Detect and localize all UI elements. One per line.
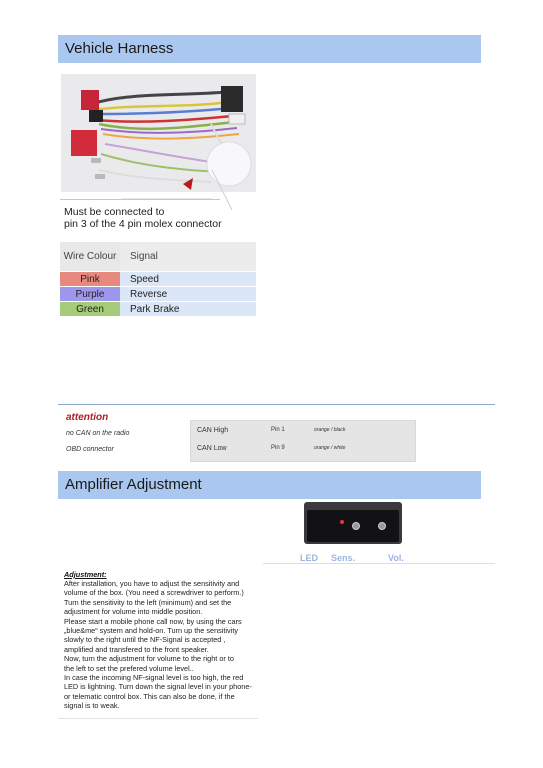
can-row — [191, 427, 415, 441]
amplifier-adjustment-banner — [58, 471, 481, 499]
can-colours: orange / black — [314, 427, 346, 433]
table-header-row — [60, 242, 256, 271]
can-name: CAN High — [197, 427, 229, 434]
adjustment-instructions — [64, 579, 262, 711]
instruction-line: After installation, you have to adjust the sensitivity and — [64, 579, 240, 588]
instruction-line: „blue&me“ system and hold-on. Turn up the sensitivity — [64, 626, 238, 636]
table-row — [60, 302, 256, 316]
header-wire-colour: Wire Colour — [60, 242, 120, 271]
amplifier-adjustment-title: Amplifier Adjustment — [65, 476, 202, 493]
wire-colour-cell: Green — [60, 302, 120, 316]
instruction-line: slowly to the right until the NF-Signal is accepted , — [64, 635, 226, 645]
obd-connector-label: OBD connector — [66, 446, 114, 453]
table-row — [60, 272, 256, 286]
instruction-line: Turn the sensitivity to the left (minimum) and set the — [64, 597, 232, 607]
signal-cell: Reverse — [120, 287, 256, 301]
instruction-line: In case the incoming NF-signal level is too high, the red — [64, 673, 244, 683]
instruction-line: volume of the box. (You need a screwdriver to perform.) — [64, 588, 244, 598]
amplifier-box-image — [304, 502, 402, 544]
wire-colour-cell: Pink — [60, 272, 120, 286]
wire-colour-cell: Purple — [60, 287, 120, 301]
sens-label: Sens. — [331, 553, 356, 563]
led-label: LED — [300, 553, 318, 563]
instruction-line: signal is to weak. — [64, 701, 120, 711]
can-colours: orange / white — [314, 445, 346, 451]
instruction-line: amplified and transfered to the front speaker. — [64, 644, 209, 654]
caption-line-2: pin 3 of the 4 pin molex connector — [64, 218, 222, 230]
wire-colour-table — [60, 241, 256, 317]
instruction-line: Now, turn the adjustment for volume to the right or to — [64, 654, 234, 664]
instruction-line: Please start a mobile phone call now, by using the cars — [64, 616, 242, 626]
can-pin-table — [190, 420, 416, 462]
signal-cell: Park Brake — [120, 302, 256, 316]
can-name: CAN Low — [197, 445, 227, 452]
controls-rule — [263, 563, 495, 564]
instruction-line: LED is lightning. Turn down the signal level in your phone- — [64, 682, 252, 692]
can-pin: Pin 1 — [271, 427, 285, 433]
can-pin: Pin 9 — [271, 445, 285, 451]
can-row — [191, 445, 415, 459]
no-can-note: no CAN on the radio — [66, 430, 130, 437]
instruction-line: adjustment for volume into middle position. — [64, 607, 203, 617]
attention-divider — [58, 404, 495, 405]
instruction-line: or telematic control box. This can also be done, if the — [64, 691, 235, 701]
attention-title: attention — [66, 412, 109, 423]
signal-cell: Speed — [120, 272, 256, 286]
adjustment-heading: Adjustment: — [64, 570, 107, 579]
caption-line-1: Must be connected to — [64, 206, 165, 218]
header-signal: Signal — [120, 242, 256, 271]
vehicle-harness-title: Vehicle Harness — [65, 40, 174, 57]
table-row — [60, 287, 256, 301]
instruction-line: the left to set the prefered volume level.. — [64, 663, 194, 673]
photo-caption — [64, 206, 222, 230]
vol-label: Vol. — [388, 553, 404, 563]
bottom-rule — [58, 718, 258, 719]
caption-rule — [60, 199, 220, 200]
